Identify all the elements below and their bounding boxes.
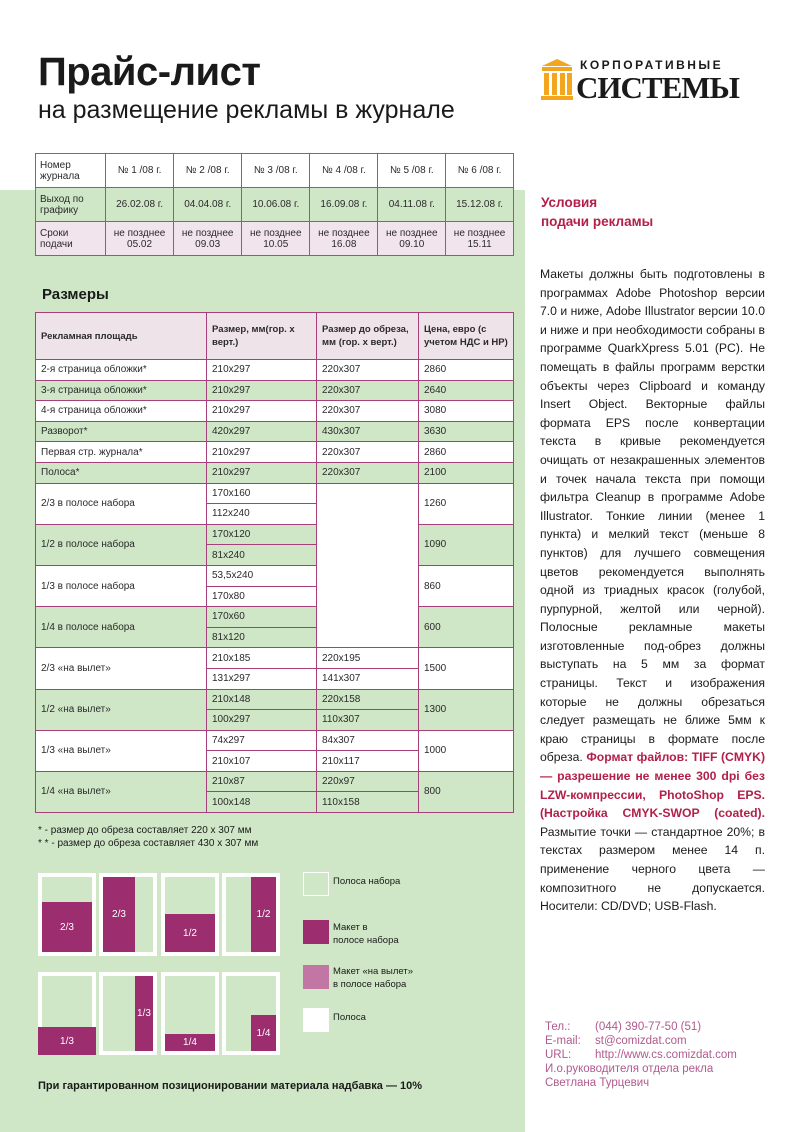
cell-bleed: 110x158 [317,792,419,813]
layout-thumb-1-3-column [99,972,157,1055]
legend-swatch-type-area [303,872,329,896]
cell-size: 210x297 [207,401,317,422]
ad-block: 2/3 [103,877,135,952]
legend-text-line: в полосе набора [333,979,407,990]
cell-size: 210x107 [207,751,317,772]
conditions-title-line: Условия [541,195,598,210]
schedule-cell: не позднее 16.08 [310,222,378,256]
cell-price: 600 [419,607,514,648]
ad-block: 1/4 [251,1015,276,1051]
table-row [36,360,514,381]
cell-area: 3-я страница обложки* [36,380,207,401]
cell-bleed: 220x195 [317,648,419,669]
table-row [36,380,514,401]
contact-name: Светлана Турцевич [545,1077,650,1089]
cell-area: 1/3 в полосе набора [36,565,207,606]
contact-label: E-mail: [545,1035,581,1047]
legend-text-line: Полоса набора [333,876,401,887]
table-row [36,771,514,792]
ad-block: 2/3 [42,902,92,952]
schedule-cell: не позднее 09.10 [378,222,446,256]
table-row [36,730,514,751]
schedule-cell: не позднее 15.11 [446,222,514,256]
layout-thumb-2-3-column [99,873,157,956]
cell-size: 170x80 [207,586,317,607]
cell-size: 170x120 [207,524,317,545]
header-area: Рекламная площадь [36,313,207,360]
schedule-cell: 15.12.08 г. [446,188,514,222]
cell-area: 2/3 «на вылет» [36,648,207,689]
cell-area: 2/3 в полосе набора [36,483,207,524]
sizes-title: Размеры [42,286,109,303]
legend-label [333,875,400,888]
contact-label: Тел.: [545,1021,571,1033]
header-size: Размер, мм(гор. х верт.) [207,313,317,360]
legend-text-line: полосе набора [333,935,399,946]
schedule-label: Сроки подачи [36,222,106,256]
cell-price: 800 [419,771,514,812]
cell-area: 1/4 в полосе набора [36,607,207,648]
cell-size: 210x297 [207,380,317,401]
cell-price: 3080 [419,401,514,422]
contact-role: И.о.руководителя отдела рекла [545,1063,714,1075]
schedule-row-deadline [36,222,514,256]
contact-label: URL: [545,1049,572,1061]
cell-price: 1500 [419,648,514,689]
legend-text-line: Макет «на вылет» [333,966,413,977]
cell-size: 112x240 [207,504,317,525]
conditions-text-main: Макеты должны быть подготовлены в программах Adobe Photoshop версии 7.0 и ниже, Adobe Illustrator версии 10.0 и ниже и при необходимости собраны в программе QuarkXpress 5.01 (PC). Не помещать в файлы программ верстки объекты через Clipboard и команду Insert Object. Векторные файлы формата EPS после конвертации текста в кривые рекомендуется очищать от незакрашенных элементов и точек начала текста при помощи фильтра Cleanup в программе Adobe Illustrator. Тонкие линии (менее 1 пункта) и мелкий текст (меньше 8 пунктов) для лучшего совмещения цветов рекомендуется выполнять одной из триадных красок (голубой, пурпурной, желтой или черной). Полосные рекламные макеты изготовленные под-обрез должны выступать на 5 мм за формат страницы. Текст и изображения которые не должны обрезаться следует размещать не ближе 5мм к краю страницы в формате после обреза. [540,267,765,765]
contact-info [545,1020,737,1090]
cell-area: 1/4 «на вылет» [36,771,207,812]
note-line: * - размер до обреза составляет 220 х 307 мм [38,825,252,836]
cell-size: 53,5x240 [207,565,317,586]
conditions-text [540,265,765,916]
contact-url [545,1048,737,1062]
schedule-cell: 16.09.08 г. [310,188,378,222]
schedule-table [35,153,514,256]
size-notes [38,824,258,850]
cell-area: 2-я страница обложки* [36,360,207,381]
cell-size: 210x297 [207,442,317,463]
company-logo [540,58,765,108]
cell-price: 2860 [419,442,514,463]
cell-bleed: 220x97 [317,771,419,792]
cell-area: 4-я страница обложки* [36,401,207,422]
table-row [36,648,514,669]
table-row [36,421,514,442]
schedule-label: Номер журнала [36,154,106,188]
cell-size: 131x297 [207,668,317,689]
contact-value[interactable]: st@comizdat.com [595,1035,687,1047]
cell-price: 2860 [419,360,514,381]
conditions-text-format: Формат файлов: TIFF (CMYK) — разрешение не менее 300 dpi без LZW-компрессии, PhotoShop EPS. (Настройка CMYK-SWOP (coated). [540,750,765,821]
layout-thumb-1-2-inset [161,873,219,956]
cell-size: 210x185 [207,648,317,669]
cell-size: 210x87 [207,771,317,792]
schedule-cell: № 2 /08 г. [174,154,242,188]
logo-top-text: КОРПОРАТИВНЫЕ [580,58,724,72]
schedule-cell: № 3 /08 г. [242,154,310,188]
schedule-cell: не позднее 10.05 [242,222,310,256]
cell-size: 81x120 [207,627,317,648]
table-row [36,442,514,463]
cell-bleed-empty [317,483,419,648]
conditions-title [541,193,653,231]
positioning-surcharge-note: При гарантированном позиционировании материала надбавка — 10% [38,1080,423,1092]
cell-bleed: 141x307 [317,668,419,689]
contact-value: (044) 390-77-50 (51) [595,1021,702,1033]
cell-area: Полоса* [36,462,207,483]
cell-area: 1/3 «на вылет» [36,730,207,771]
cell-size: 210x148 [207,689,317,710]
sizes-table [35,312,514,813]
table-row [36,607,514,628]
cell-price: 3630 [419,421,514,442]
legend-text-line: Полоса [333,1012,366,1023]
cell-bleed: 430x307 [317,421,419,442]
cell-price: 2640 [419,380,514,401]
legend-label [333,921,399,947]
cell-size: 100x148 [207,792,317,813]
schedule-label: Выход по графику [36,188,106,222]
cell-bleed: 220x307 [317,360,419,381]
cell-bleed: 210x117 [317,751,419,772]
header-price: Цена, евро (с учетом НДС и НР) [419,313,514,360]
table-row [36,483,514,504]
cell-size: 100x297 [207,710,317,731]
contact-email [545,1034,737,1048]
schedule-cell: 04.11.08 г. [378,188,446,222]
cell-size: 81x240 [207,545,317,566]
schedule-cell: № 6 /08 г. [446,154,514,188]
schedule-cell: не позднее 05.02 [106,222,174,256]
logo-main-text: СИСТЕМЫ [576,70,739,105]
conditions-text-end: Размытие точки — стандартное 20%; в текстах размером менее 14 п. применение черного цвета — композитного не допускается. Носители: CD/DVD; USB-Flash. [540,824,765,914]
cell-price: 1000 [419,730,514,771]
schedule-cell: № 5 /08 г. [378,154,446,188]
cell-size: 210x297 [207,360,317,381]
page-subtitle: на размещение рекламы в журнале [38,96,455,124]
layout-thumb-1-4-corner [222,972,280,1055]
cell-size: 420x297 [207,421,317,442]
cell-price: 2100 [419,462,514,483]
cell-area: 1/2 в полосе набора [36,524,207,565]
ad-block: 1/2 [251,877,276,952]
table-row [36,401,514,422]
page-title: Прайс-лист [38,50,261,94]
schedule-cell: не позднее 09.03 [174,222,242,256]
schedule-cell: 26.02.08 г. [106,188,174,222]
legend-swatch-ad-bleed [303,965,329,989]
cell-area: Первая стр. журнала* [36,442,207,463]
table-row [36,462,514,483]
cell-size: 170x60 [207,607,317,628]
table-row [36,689,514,710]
legend-label [333,965,413,991]
note-line: * * - размер до обреза составляет 430 х 307 мм [38,838,259,849]
schedule-cell: 04.04.08 г. [174,188,242,222]
layout-thumb-1-2-column [222,873,280,956]
table-row [36,565,514,586]
cell-price: 860 [419,565,514,606]
legend-label [333,1011,366,1024]
cell-bleed: 220x307 [317,462,419,483]
cell-bleed: 220x158 [317,689,419,710]
cell-price: 1300 [419,689,514,730]
contact-value[interactable]: http://www.cs.comizdat.com [595,1049,737,1061]
layout-thumb-1-4-inset [161,972,219,1055]
cell-area: Разворот* [36,421,207,442]
cell-price: 1260 [419,483,514,524]
cell-area: 1/2 «на вылет» [36,689,207,730]
ad-block: 1/4 [165,1034,215,1051]
ad-block: 1/3 [135,976,153,1051]
legend-text-line: Макет в [333,922,368,933]
cell-price: 1090 [419,524,514,565]
table-row [36,524,514,545]
cell-bleed: 84x307 [317,730,419,751]
cell-bleed: 110x307 [317,710,419,731]
layout-thumb-1-3-bleed [38,972,96,1055]
cell-bleed: 220x307 [317,401,419,422]
schedule-cell: 10.06.08 г. [242,188,310,222]
schedule-cell: № 4 /08 г. [310,154,378,188]
ad-block: 1/3 [38,1027,96,1055]
cell-bleed: 220x307 [317,442,419,463]
cell-size: 170x160 [207,483,317,504]
columns-building-icon [540,58,574,102]
schedule-cell: № 1 /08 г. [106,154,174,188]
legend-swatch-page [303,1008,329,1032]
legend-swatch-ad-inset [303,920,329,944]
cell-bleed: 220x307 [317,380,419,401]
contact-phone [545,1020,737,1034]
schedule-row-release [36,188,514,222]
cell-size: 74x297 [207,730,317,751]
conditions-title-line: подачи рекламы [541,214,654,229]
header-bleed: Размер до обреза, мм (гор. х верт.) [317,313,419,360]
ad-block: 1/2 [165,914,215,952]
cell-size: 210x297 [207,462,317,483]
layout-thumb-2-3-inset [38,873,96,956]
schedule-row-issue [36,154,514,188]
sizes-header-row [36,313,514,360]
